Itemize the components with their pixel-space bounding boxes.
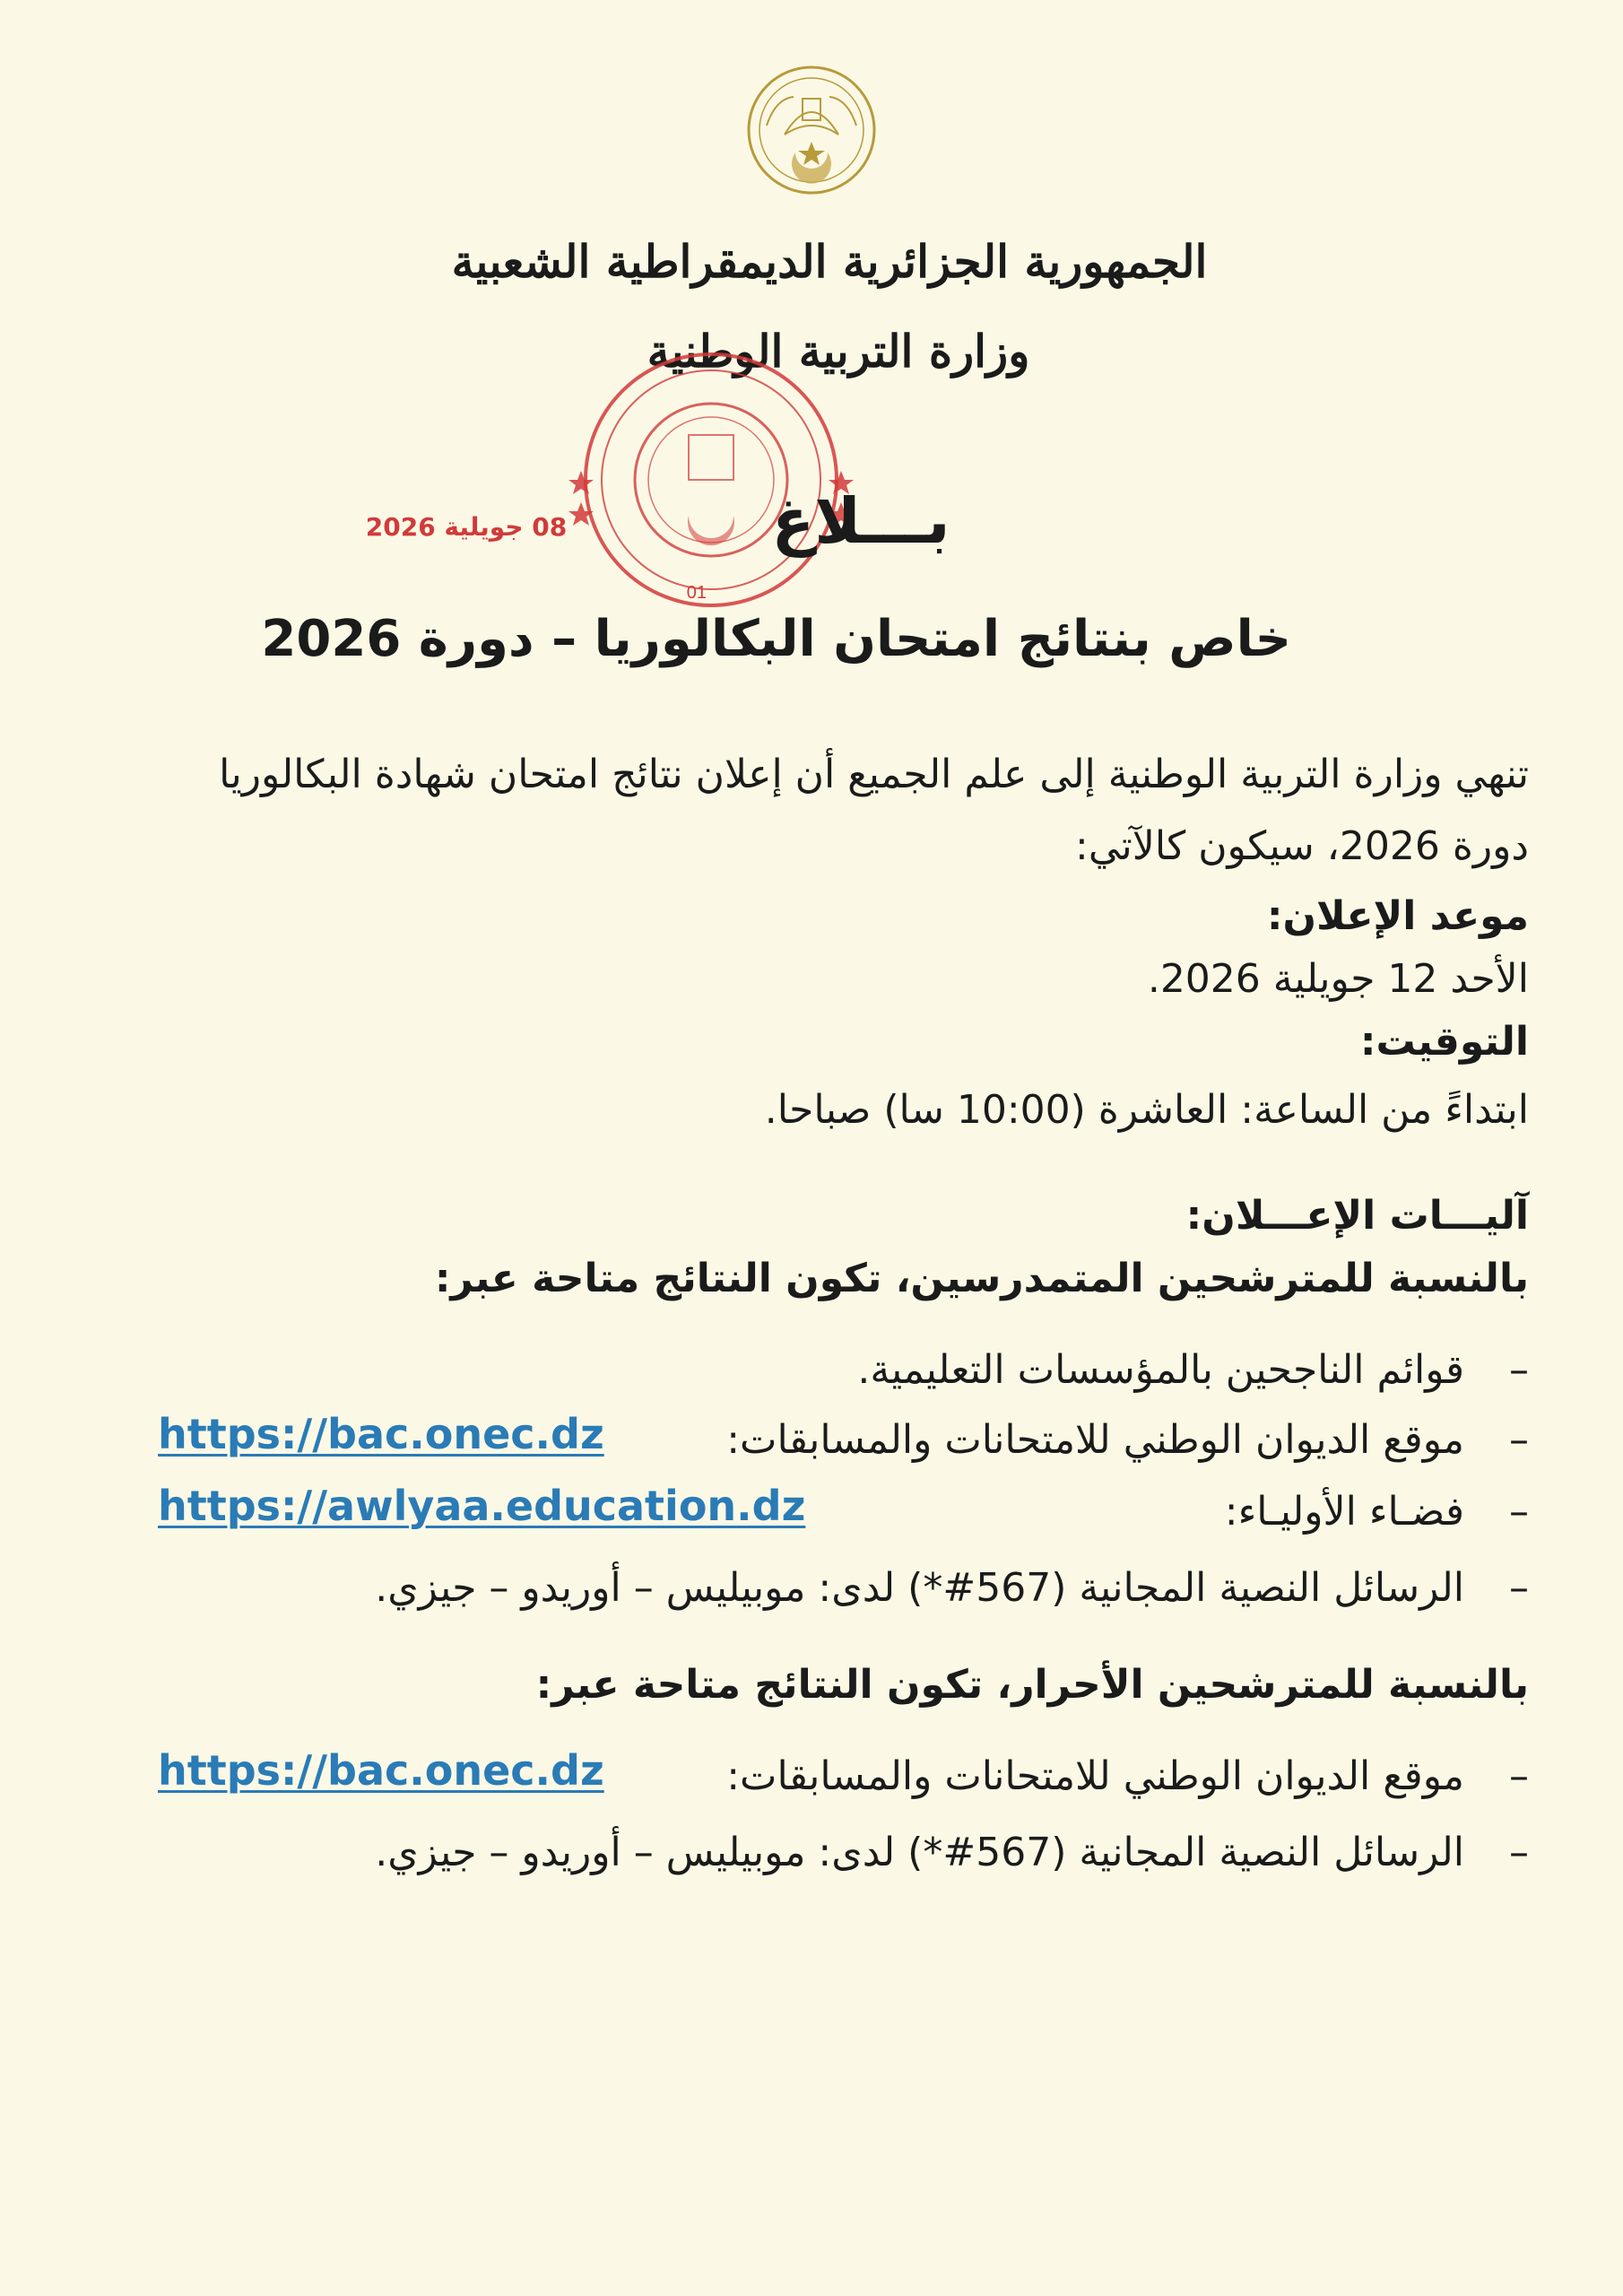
date-stamp-text: 08 جويلية 2026 — [365, 512, 568, 542]
free-candidates-heading: بالنسبة للمترشحين الأحرار، تكون النتائج متاحة عبر: — [535, 1662, 1529, 1708]
list-item-text: الرسائل النصية المجانية (567#*) لدى: موبيليس – أوريدو – جيزي. — [375, 1830, 1464, 1875]
list-dash: – — [1509, 1753, 1529, 1799]
date-stamp-icon — [365, 498, 568, 552]
list-item — [143, 1830, 1529, 1892]
announcement-subtitle: خاص بنتائج امتحان البكالوريا – دورة 2026 — [261, 610, 1291, 668]
onec-link[interactable]: https://bac.onec.dz — [158, 1746, 604, 1795]
list-dash: – — [1509, 1417, 1529, 1463]
list-dash: – — [1509, 1489, 1529, 1535]
announcement-date-heading: موعد الإعلان: — [1266, 893, 1529, 939]
list-item-text: قوائم الناجحين بالمؤسسات التعليمية. — [857, 1347, 1464, 1393]
national-emblem-icon — [731, 63, 892, 197]
announcement-title: بـــلاغ — [771, 484, 950, 558]
intro-line-1: تنهي وزارة التربية الوطنية إلى علم الجميع أن إعلان نتائج امتحان شهادة البكالوريا — [219, 752, 1529, 797]
svg-text:01: 01 — [686, 583, 707, 603]
list-item-text: الرسائل النصية المجانية (567#*) لدى: موبيليس – أوريدو – جيزي. — [375, 1565, 1464, 1611]
list-item-text: موقع الديوان الوطني للامتحانات والمسابقات: — [726, 1417, 1464, 1463]
list-dash: – — [1509, 1565, 1529, 1611]
ministry-title: وزارة التربية الوطنية — [647, 325, 1030, 378]
list-dash: – — [1509, 1347, 1529, 1393]
list-item — [143, 1746, 1529, 1816]
list-item-text: فضـاء الأوليـاء: — [1224, 1489, 1464, 1535]
official-stamp-icon — [554, 345, 877, 614]
mechanisms-heading: آليـــات الإعـــلان: — [1185, 1193, 1529, 1239]
school-candidates-heading: بالنسبة للمترشحين المتمدرسين، تكون النتائج متاحة عبر: — [434, 1256, 1529, 1301]
announcement-date-value: الأحد 12 جويلية 2026. — [1147, 956, 1529, 1002]
list-item-text: موقع الديوان الوطني للامتحانات والمسابقات: — [726, 1753, 1464, 1799]
timing-value: ابتداءً من الساعة: العاشرة (10:00 سا) صباحا. — [764, 1087, 1529, 1133]
list-item — [143, 1482, 1529, 1552]
awlyaa-link[interactable]: https://awlyaa.education.dz — [158, 1482, 806, 1530]
intro-line-2: دورة 2026، سيكون كالآتي: — [1075, 823, 1529, 869]
timing-heading: التوقيت: — [1359, 1019, 1529, 1065]
list-item — [143, 1565, 1529, 1628]
list-dash: – — [1509, 1830, 1529, 1875]
onec-link[interactable]: https://bac.onec.dz — [158, 1410, 604, 1458]
list-item — [143, 1347, 1529, 1410]
list-item — [143, 1410, 1529, 1480]
republic-title: الجمهورية الجزائرية الديمقراطية الشعبية — [451, 235, 1208, 288]
